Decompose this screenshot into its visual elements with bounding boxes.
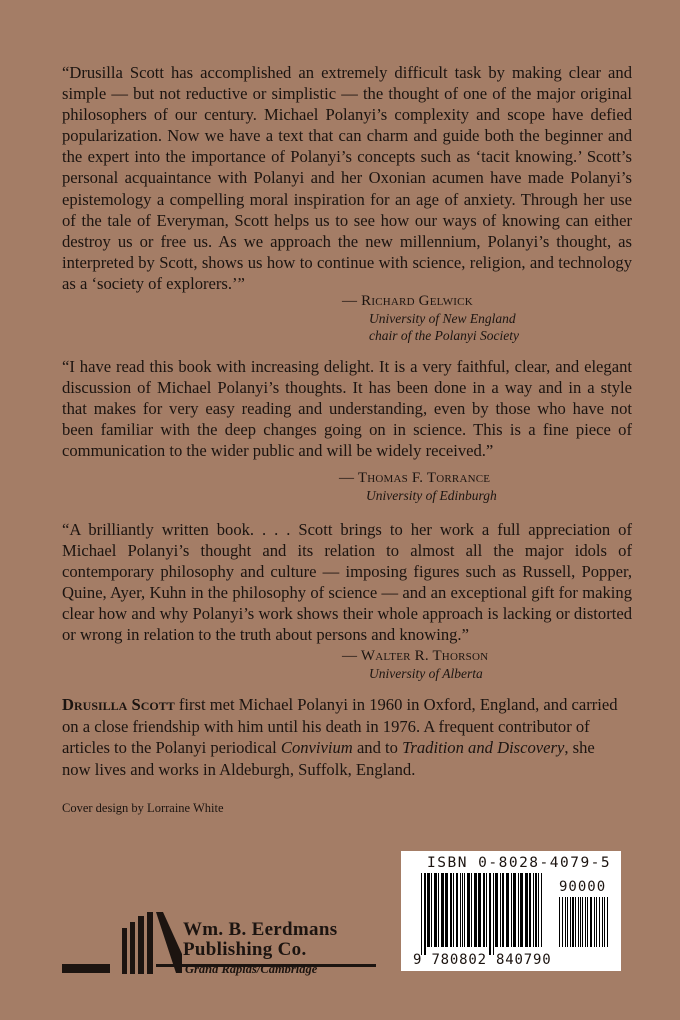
bio-text-2: and to [352, 738, 403, 757]
barcode-bar [462, 873, 463, 947]
barcode-bar [559, 897, 560, 947]
price-code: 90000 [559, 879, 607, 895]
barcode-bar [572, 897, 574, 947]
review-2-attribution [339, 470, 497, 504]
review-2-text: “I have read this book with increasing delight. It is a very faithful, clear, and elegant discussion of Michael Polanyi’s thoughts. It has been done in a way and in a style that makes for very easy reading and understanding, even by those who have not been familiar with the deep changes going on in science. This is a fine piece of communication to the wider public and will be widely received.” [62, 357, 632, 461]
logo-book-4 [147, 912, 153, 974]
review-2 [62, 356, 632, 461]
barcode-bar [502, 873, 504, 947]
logo-book-1 [122, 928, 127, 974]
barcode-bar [434, 873, 437, 947]
barcode-bar [438, 873, 439, 947]
barcode-bar [500, 873, 501, 947]
barcode-addon-bars [559, 897, 611, 955]
barcode-bar [585, 897, 586, 947]
review-1 [62, 62, 632, 294]
review-1-attribution [342, 293, 519, 344]
publisher-name [183, 920, 337, 960]
barcode-bar [456, 873, 458, 947]
barcode-bar [570, 897, 571, 947]
barcode-bar [495, 873, 498, 947]
barcode-bar [513, 873, 516, 947]
periodical-convivium: Convivium [280, 738, 353, 757]
barcode-bar [506, 873, 509, 947]
barcode-bar [525, 873, 528, 947]
barcode-bar [518, 873, 519, 947]
publisher-name-line-1: Wm. B. Eerdmans [183, 919, 338, 940]
review-2-affiliation: University of Edinburgh [366, 488, 497, 503]
barcode-bar [607, 897, 608, 947]
barcode-bar [575, 897, 576, 947]
barcode-bar [486, 873, 487, 947]
barcode-bar [453, 873, 454, 947]
barcode-bar [427, 873, 430, 947]
barcode-bars [421, 873, 545, 955]
barcode-bar [441, 873, 444, 947]
barcode-bar [590, 897, 592, 947]
barcode-bar [424, 873, 426, 955]
bio-text-1: first met Michael Polanyi in 1960 in Oxford, England, and carried on a close friendship with him until his death in 1976. A frequent contributor of articles to the Polanyi periodical [62, 695, 618, 757]
barcode-bar [567, 897, 568, 947]
review-1-text: “Drusilla Scott has accomplished an extremely difficult task by making clear and simple — but not reductive or simplistic — the thought of one of the major original philosophers of our century. Michael Polanyi’s complexity and scope have defied popularization. Now we have a text that can charm and guide both the beginner and the expert into the importance of Polanyi’s concepts such as ‘tacit knowing.’ Scott’s personal acquaintance with Polanyi and her Oxonian acumen have made Polanyi’s epistemology a compelling moral inspiration for an age of anxiety. Through her use of the tale of Everyman, Scott helps us to see how our ways of knowing can either destroy us or free us. As we approach the new millennium, Polanyi’s thought, as interpreted by Scott, shows us how to continue with science, religion, and technology as a ‘society of explorers.’” [62, 63, 632, 293]
barcode-bar [445, 873, 448, 947]
review-2-author: — Thomas F. Torrance [339, 470, 491, 486]
barcode-bar [520, 873, 523, 947]
periodical-tradition: Tradition and Discovery [402, 738, 565, 757]
barcode-bar [489, 873, 491, 955]
review-3-text: “A brilliantly written book. . . . Scott brings to her work a full appreciation of Michael Polanyi’s thought and its relation to almost all the major idols of contemporary philosophy and culture — imposing figures such as Russell, Popper, Quine, Ayer, Kuhn in the philosophy of science — and an exceptional gift for making clear how and why Polanyi’s work shows their whole approach is lacking or distorted or wrong in relation to the truth about persons and knowing.” [62, 520, 632, 645]
barcode-bar [431, 873, 432, 947]
publisher-location: Grand Rapids/Cambridge [185, 962, 318, 976]
barcode-bar [582, 897, 583, 947]
logo-base-bar [62, 964, 110, 973]
barcode-bar [538, 873, 539, 947]
barcode-bar [474, 873, 477, 947]
barcode-bar [562, 897, 563, 947]
review-3-attribution [342, 648, 488, 682]
review-1-affiliation: University of New England [369, 311, 516, 326]
ean-number: 9 780802 840790 [413, 952, 552, 968]
barcode-bar [604, 897, 605, 947]
barcode-bar [541, 873, 542, 947]
author-bio [62, 694, 618, 780]
review-3-author: — Walter R. Thorson [342, 648, 489, 664]
review-1-affiliation-2: chair of the Polanyi Society [369, 328, 519, 343]
review-1-author: — Richard Gelwick [342, 293, 473, 309]
review-3 [62, 519, 632, 646]
publisher-name-line-2: Publishing Co. [183, 939, 307, 960]
barcode-bar [471, 873, 472, 947]
author-name: Drusilla Scott [62, 695, 175, 714]
logo-leaning-book [156, 912, 182, 973]
logo-book-3 [138, 916, 144, 974]
barcode-bar [587, 897, 588, 947]
barcode-bar [478, 873, 481, 947]
cover-credit: Cover design by Lorraine White [62, 801, 224, 815]
barcode-bar [578, 897, 579, 947]
barcode-bar [511, 873, 512, 947]
barcode-bar [596, 897, 597, 947]
barcode-bar [580, 897, 581, 947]
barcode-bar [483, 873, 485, 947]
barcode-bar [533, 873, 534, 947]
bio-text-3: , she now lives and works in Aldeburgh, Suffolk, England. [62, 738, 595, 779]
barcode-bar [565, 897, 566, 947]
barcode-bar [599, 897, 600, 947]
isbn-label: ISBN 0-8028-4079-5 [427, 855, 612, 871]
logo-book-2 [130, 922, 135, 974]
review-3-affiliation: University of Alberta [369, 666, 483, 681]
barcode-bar [594, 897, 595, 947]
barcode [401, 851, 621, 971]
barcode-bar [460, 873, 461, 947]
barcode-bar [467, 873, 470, 947]
barcode-bar [493, 873, 494, 955]
barcode-bar [602, 897, 603, 947]
barcode-bar [529, 873, 531, 947]
barcode-bar [464, 873, 465, 947]
barcode-bar [450, 873, 452, 947]
barcode-bar [421, 873, 422, 955]
barcode-bar [535, 873, 537, 947]
